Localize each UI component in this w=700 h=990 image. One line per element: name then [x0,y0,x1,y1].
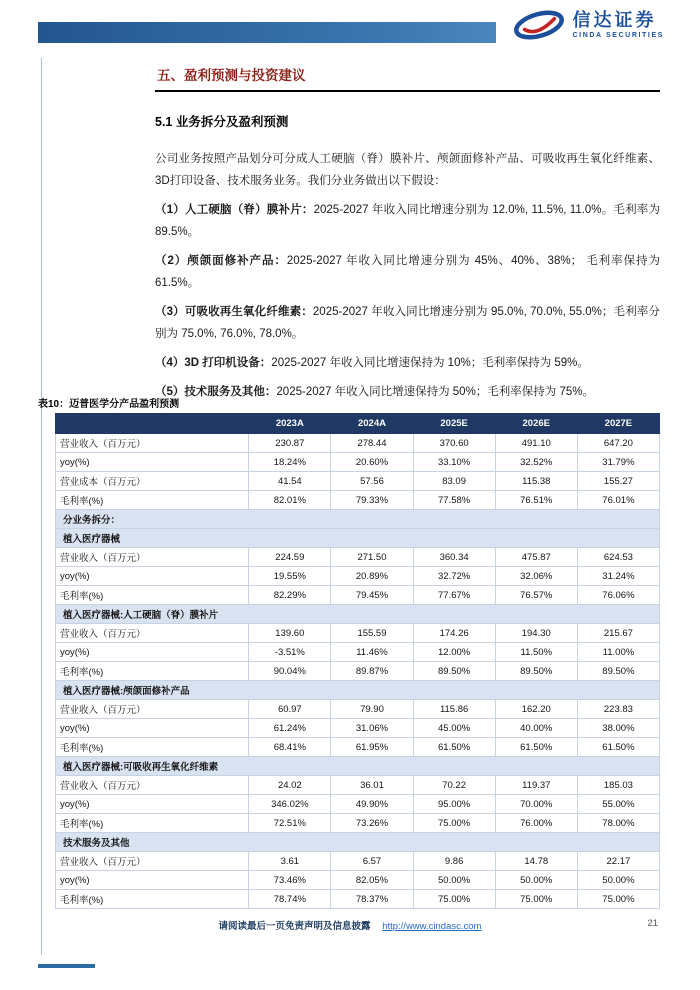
table-cell-value: 33.10% [413,453,495,472]
table-cell-value: 19.55% [249,567,331,586]
table-cell-value: 162.20 [495,700,577,719]
table-row-label: 毛利率(%) [56,662,249,681]
table-cell-value: 50.00% [495,871,577,890]
table-row-label: 营业成本（百万元） [56,472,249,491]
table-cell-value: 215.67 [577,624,659,643]
table-cell-value: 45.00% [413,719,495,738]
table-row [56,776,660,795]
table-cell-value: 68.41% [249,738,331,757]
table-cell-value: 76.51% [495,491,577,510]
bottom-accent-bar [38,964,95,968]
table-cell-value: 22.17 [577,852,659,871]
table-row [56,662,660,681]
table-cell-value: 78.00% [577,814,659,833]
table-cell-value: 174.26 [413,624,495,643]
table-cell-value: 32.06% [495,567,577,586]
table-section-row [56,529,660,548]
assumption-item-1 [155,199,660,243]
assumption-label: （3）可吸收再生氧化纤维素： [155,306,313,318]
table-cell-value: 73.46% [249,871,331,890]
table-cell-value: 79.33% [331,491,413,510]
table-row-label: 营业收入（百万元） [56,852,249,871]
table-row-label: 毛利率(%) [56,738,249,757]
table-cell-value: 14.78 [495,852,577,871]
table-cell-value: 155.27 [577,472,659,491]
table-cell-value: 70.00% [495,795,577,814]
assumption-label: （4）3D 打印机设备： [155,357,272,369]
page-footer [0,918,700,932]
table-cell-value: 185.03 [577,776,659,795]
table-section-row [56,757,660,776]
subsection-title: 5.1 业务拆分及盈利预测 [155,115,289,129]
column-header-2025e: 2025E [413,414,495,434]
table-row [56,567,660,586]
table-cell-value: 139.60 [249,624,331,643]
table-cell-value: 50.00% [577,871,659,890]
table-cell-value: 89.50% [495,662,577,681]
table-section-label: 植入医疗器械 [56,529,660,548]
table-cell-value: 36.01 [331,776,413,795]
table-cell-value: 55.00% [577,795,659,814]
table-row-label: 营业收入（百万元） [56,700,249,719]
table-cell-value: 78.74% [249,890,331,909]
table-cell-value: 61.95% [331,738,413,757]
table-cell-value: 83.09 [413,472,495,491]
brand-name-cn: 信达证券 [572,9,657,30]
assumption-label: （2）颅颌面修补产品： [155,255,287,267]
table-section-row [56,681,660,700]
table-cell-value: 115.86 [413,700,495,719]
table-row [56,434,660,453]
table-section-label: 分业务拆分： [56,510,660,529]
table-row-label: yoy(%) [56,795,249,814]
table-section-row [56,605,660,624]
table-cell-value: 75.00% [495,890,577,909]
table-cell-value: 12.00% [413,643,495,662]
table-cell-value: 31.06% [331,719,413,738]
table-cell-value: 57.56 [331,472,413,491]
table-cell-value: 370.60 [413,434,495,453]
column-header-2026e: 2026E [495,414,577,434]
table-cell-value: 41.54 [249,472,331,491]
table-cell-value: 89.50% [577,662,659,681]
table-row [56,453,660,472]
table-cell-value: 76.00% [495,814,577,833]
table-row-label: 营业收入（百万元） [56,624,249,643]
assumption-label: （5）技术服务及其他： [155,386,277,398]
column-header-2024a: 2024A [331,414,413,434]
footer-disclaimer: 请阅读最后一页免责声明及信息披露 [218,921,371,932]
table-row [56,491,660,510]
table-cell-value: 119.37 [495,776,577,795]
page-number: 21 [647,918,658,929]
column-header-blank [56,414,249,434]
table-cell-value: 24.02 [249,776,331,795]
table-cell-value: 32.72% [413,567,495,586]
table-header-row [56,414,660,434]
table-row [56,624,660,643]
section-title: 五、盈利预测与投资建议 [155,64,660,92]
table-cell-value: 224.59 [249,548,331,567]
cinda-logo-text [573,11,664,39]
table-cell-value: 61.50% [577,738,659,757]
table-row [56,738,660,757]
table-cell-value: 61.50% [413,738,495,757]
table-cell-value: 73.26% [331,814,413,833]
table-cell-value: 360.34 [413,548,495,567]
table-cell-value: 278.44 [331,434,413,453]
table-section-label: 技术服务及其他 [56,833,660,852]
table-cell-value: 75.00% [577,890,659,909]
table-row-label: yoy(%) [56,871,249,890]
table-section-row [56,833,660,852]
table-cell-value: 70.22 [413,776,495,795]
table-cell-value: 11.46% [331,643,413,662]
table-caption: 表10：迈普医学分产品盈利预测 [38,399,180,410]
table-section-row [56,510,660,529]
table-cell-value: 89.50% [413,662,495,681]
report-body [155,64,660,410]
forecast-table-figure [38,395,660,909]
table-row [56,548,660,567]
table-cell-value: 491.10 [495,434,577,453]
table-cell-value: 60.97 [249,700,331,719]
table-cell-value: 11.00% [577,643,659,662]
table-row-label: 营业收入（百万元） [56,776,249,795]
table-row-label: yoy(%) [56,643,249,662]
assumption-text: 2025-2027 年收入同比增速保持为 50%；毛利率保持为 75%。 [276,386,595,398]
table-row-label: yoy(%) [56,567,249,586]
table-row-label: 营业收入（百万元） [56,434,249,453]
table-cell-value: 647.20 [577,434,659,453]
brand-name-en: CINDA SECURITIES [572,31,664,39]
table-section-label: 植入医疗器械:可吸收再生氧化纤维素 [56,757,660,776]
table-section-label: 植入医疗器械:人工硬脑（脊）膜补片 [56,605,660,624]
table-cell-value: 32.52% [495,453,577,472]
intro-paragraph: 公司业务按照产品划分可分成人工硬脑（脊）膜补片、颅颌面修补产品、可吸收再生氧化纤维素、3D打印设备、技术服务业务。我们分业务做出以下假设： [155,153,660,187]
table-cell-value: 3.61 [249,852,331,871]
table-row-label: 毛利率(%) [56,890,249,909]
assumption-item-2 [155,250,660,294]
table-row-label: yoy(%) [56,453,249,472]
table-cell-value: 72.51% [249,814,331,833]
table-cell-value: 6.57 [331,852,413,871]
table-row [56,871,660,890]
table-cell-value: 76.01% [577,491,659,510]
table-cell-value: 38.00% [577,719,659,738]
assumption-item-4 [155,352,660,374]
table-row-label: 营业收入（百万元） [56,548,249,567]
table-cell-value: 230.87 [249,434,331,453]
table-row [56,586,660,605]
table-cell-value: 77.67% [413,586,495,605]
table-cell-value: 9.86 [413,852,495,871]
table-cell-value: 50.00% [413,871,495,890]
assumption-text: 2025-2027 年收入同比增速保持为 10%；毛利率保持为 59%。 [271,357,589,369]
assumption-item-3 [155,301,660,345]
cinda-logo-icon [512,7,566,43]
table-cell-value: 79.45% [331,586,413,605]
table-row [56,852,660,871]
footer-url-link[interactable]: http://www.cindasc.com [382,921,482,932]
table-cell-value: -3.51% [249,643,331,662]
table-cell-value: 61.50% [495,738,577,757]
table-cell-value: 82.29% [249,586,331,605]
table-cell-value: 90.04% [249,662,331,681]
header-bar [38,22,496,43]
table-row-label: 毛利率(%) [56,814,249,833]
table-cell-value: 61.24% [249,719,331,738]
cinda-logo [512,7,664,43]
table-cell-value: 89.87% [331,662,413,681]
table-cell-value: 624.53 [577,548,659,567]
table-cell-value: 223.83 [577,700,659,719]
table-row [56,795,660,814]
table-row-label: 毛利率(%) [56,491,249,510]
table-cell-value: 20.89% [331,567,413,586]
table-cell-value: 31.24% [577,567,659,586]
table-cell-value: 82.05% [331,871,413,890]
table-cell-value: 115.38 [495,472,577,491]
table-cell-value: 77.58% [413,491,495,510]
forecast-table [55,413,660,909]
column-header-2023a: 2023A [249,414,331,434]
table-cell-value: 78.37% [331,890,413,909]
assumption-text: 2025-2027 年收入同比增速分别为 12.0%, 11.5%, 11.0%。毛利率为 89.5%。 [155,204,660,238]
table-cell-value: 155.59 [331,624,413,643]
table-cell-value: 76.06% [577,586,659,605]
table-row [56,814,660,833]
table-cell-value: 75.00% [413,814,495,833]
table-cell-value: 194.30 [495,624,577,643]
table-row [56,890,660,909]
table-row-label: 毛利率(%) [56,586,249,605]
table-cell-value: 40.00% [495,719,577,738]
table-row [56,700,660,719]
assumption-label: （1）人工硬脑（脊）膜补片： [155,204,314,216]
table-row-label: yoy(%) [56,719,249,738]
table-cell-value: 475.87 [495,548,577,567]
table-row [56,643,660,662]
table-cell-value: 82.01% [249,491,331,510]
table-cell-value: 49.90% [331,795,413,814]
table-section-label: 植入医疗器械:颅颌面修补产品 [56,681,660,700]
column-header-2027e: 2027E [577,414,659,434]
table-row [56,719,660,738]
table-cell-value: 271.50 [331,548,413,567]
table-cell-value: 31.79% [577,453,659,472]
table-cell-value: 18.24% [249,453,331,472]
assumption-text: 2025-2027 年收入同比增速分别为 95.0%, 70.0%, 55.0%；毛利率分别为 75.0%, 76.0%, 78.0%。 [155,306,660,340]
table-cell-value: 75.00% [413,890,495,909]
assumption-text: 2025-2027 年收入同比增速分别为 45%、40%、38%； 毛利率保持为 61.5%。 [155,255,660,289]
table-row [56,472,660,491]
table-cell-value: 11.50% [495,643,577,662]
table-cell-value: 79.90 [331,700,413,719]
table-cell-value: 76.57% [495,586,577,605]
table-cell-value: 20.60% [331,453,413,472]
table-cell-value: 346.02% [249,795,331,814]
table-cell-value: 95.00% [413,795,495,814]
